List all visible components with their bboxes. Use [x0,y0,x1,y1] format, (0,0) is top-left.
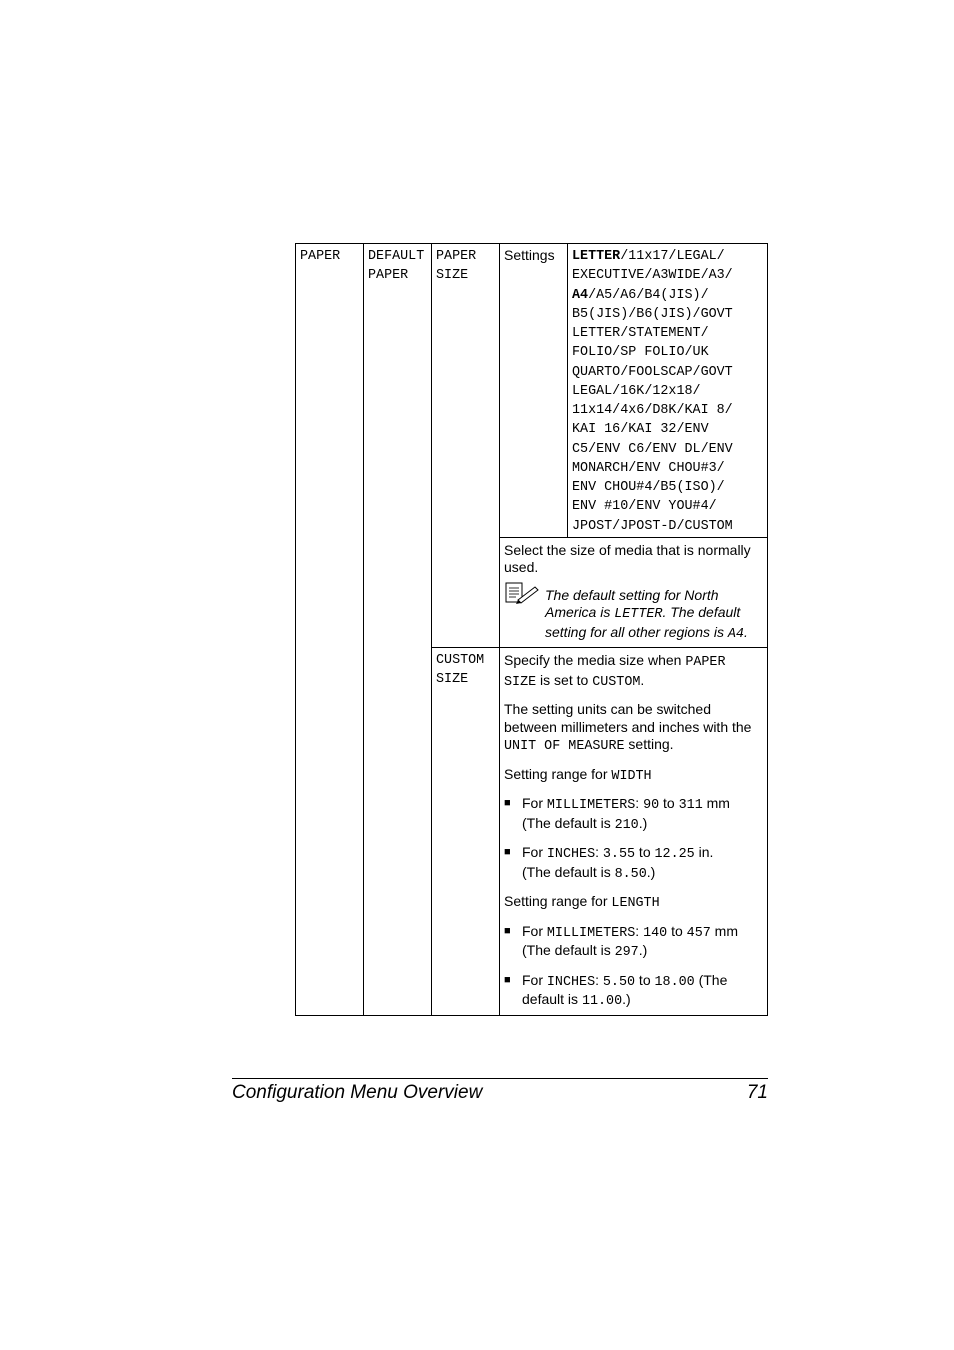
paper-size-values-line: JPOST/JPOST-D/CUSTOM [572,518,733,534]
paper-size-values-line: LEGAL/16K/12x18/ [572,383,701,399]
length-in-item: ■ For INCHES: 5.50 to 18.00 (The default is 11.00.) [504,971,728,1010]
default-value: A4 [572,287,589,303]
custom-size-description-cell [500,648,768,1016]
menu-paper-label: PAPER [300,249,341,264]
note-block [504,581,763,644]
menu-paper-size-label: PAPER SIZE [436,249,477,284]
paper-size-values-line: MONARCH/ENV CHOU#3/ [572,460,725,476]
paper-size-values-line: 11x14/4x6/D8K/KAI 8/ [572,403,733,418]
paper-size-values-line: EXECUTIVE/A3WIDE/A3/ [572,268,733,284]
width-range-heading: Setting range for WIDTH [504,765,652,784]
footer-title: Configuration Menu Overview [232,1082,483,1103]
paper-size-description: Select the size of media that is normally used. [504,541,751,576]
length-mm-item: ■ For MILLIMETERS: 140 to 457 mm (The default is 297.) [504,922,738,961]
note-pencil-icon [504,581,545,644]
paper-size-values-line: LETTER/11x17/LEGAL/ [572,249,725,264]
menu-level-1-cell [296,244,364,1016]
paper-size-values-line: C5/ENV C6/ENV DL/ENV [572,441,733,457]
menu-paper-size-cell [432,244,500,648]
bullet-square-icon: ■ [504,846,511,859]
bullet-square-icon: ■ [504,797,511,810]
settings-label-cell [500,244,568,538]
menu-custom-size-cell [432,648,500,1016]
unit-switch-text: The setting units can be switched between millimeters and inches with the UNIT OF MEASURE setting. [504,701,752,755]
paper-size-values-cell [568,244,768,538]
paper-size-values-line: ENV CHOU#4/B5(ISO)/ [572,480,725,495]
paper-size-values-line: A4/A5/A6/B4(JIS)/ [572,287,709,303]
menu-custom-size-label: CUSTOM SIZE [436,653,485,688]
paper-size-values [568,244,767,537]
width-in-item: ■ For INCHES: 3.55 to 12.25 in. (The default is 8.50.) [504,844,714,882]
bullet-square-icon: ■ [504,924,511,937]
footer-divider [232,1078,768,1079]
paper-size-values-line: FOLIO/SP FOLIO/UK [572,345,709,361]
default-value: LETTER [572,249,621,264]
paper-size-values-line: ENV #10/ENV YOU#4/ [572,499,717,515]
paper-size-values-line: B5(JIS)/B6(JIS)/GOVT [572,306,733,322]
width-mm-item: ■ For MILLIMETERS: 90 to 311 mm (The default is 210.) [504,795,730,833]
note-text: The default setting for North America is LETTER. The default setting for all other regions is A4. [545,586,748,642]
page-number: 71 [746,1082,768,1103]
menu-default-paper-label: DEFAULT PAPER [368,249,425,284]
paper-size-description-cell [500,537,768,648]
paper-size-values-line: QUARTO/FOOLSCAP/GOVT [572,364,733,380]
paper-size-values-line: LETTER/STATEMENT/ [572,326,709,341]
custom-size-intro: Specify the media size when PAPER SIZE is set to CUSTOM. [504,652,726,690]
settings-label: Settings [504,247,555,263]
paper-size-values-line: KAI 16/KAI 32/ENV [572,422,709,438]
menu-level-2-cell [364,244,432,1016]
length-range-heading: Setting range for LENGTH [504,893,660,912]
bullet-square-icon: ■ [504,973,511,986]
paper-menu-table [295,243,768,1016]
